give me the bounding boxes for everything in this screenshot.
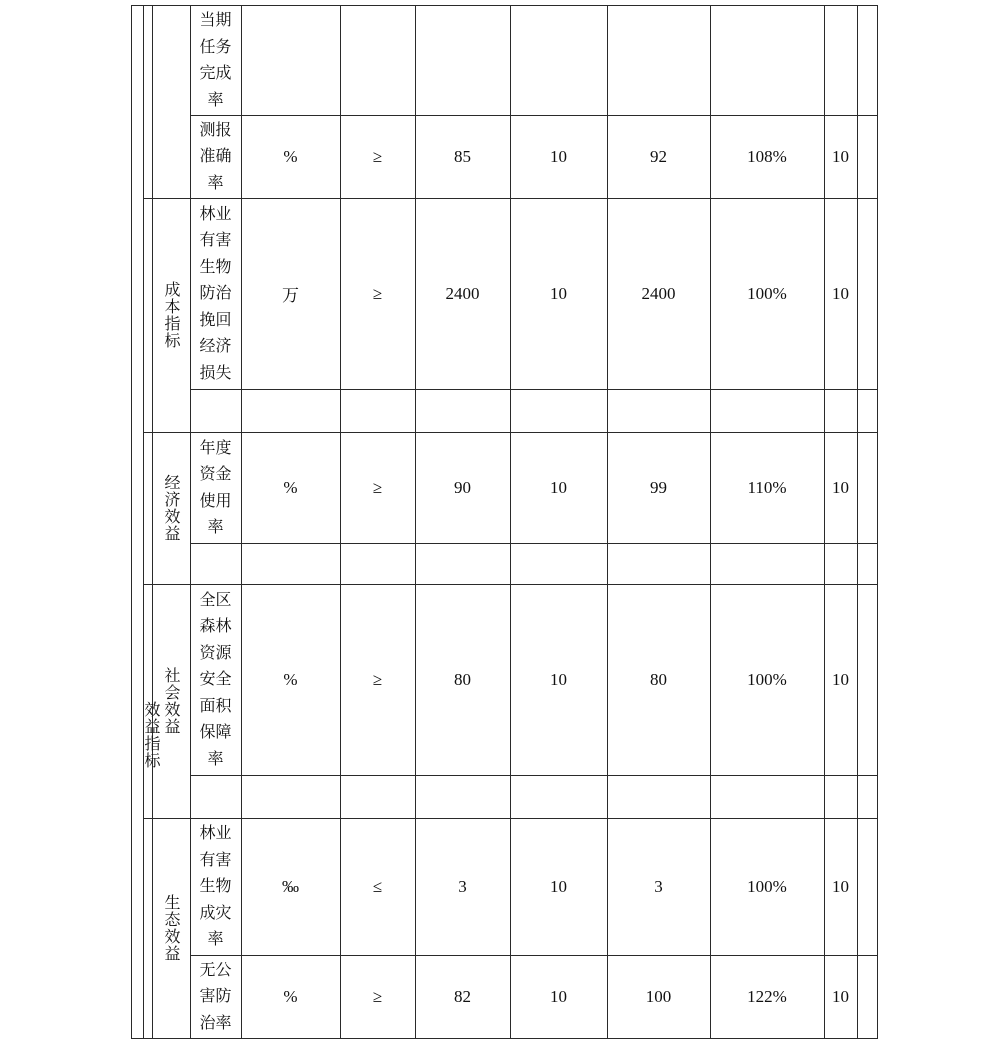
group-label: 生态效益 bbox=[162, 894, 181, 962]
indicator-name: 年度资金使用率 bbox=[199, 437, 232, 536]
indicator-name bbox=[195, 543, 236, 584]
cell-score: 10 bbox=[832, 477, 849, 497]
cell-target bbox=[415, 389, 510, 432]
cell-actual bbox=[607, 389, 710, 432]
cell-actual: 100 bbox=[645, 986, 672, 1006]
table-border-vertical bbox=[877, 5, 878, 1039]
cell-actual bbox=[607, 775, 710, 818]
cell-unit bbox=[241, 5, 340, 115]
cell-op bbox=[340, 543, 415, 584]
cell-actual: 2400 bbox=[641, 283, 676, 303]
cell-weight: 10 bbox=[550, 477, 567, 497]
cell-weight bbox=[510, 389, 607, 432]
indicator-name bbox=[195, 775, 236, 818]
cell-score bbox=[824, 543, 857, 584]
cell-rate bbox=[710, 543, 824, 584]
table-border-vertical bbox=[190, 5, 191, 1039]
cell-unit: ‰ bbox=[282, 876, 299, 896]
table-border-vertical bbox=[131, 5, 132, 1039]
group-label: 社会效益 bbox=[162, 667, 181, 735]
cell-actual bbox=[607, 5, 710, 115]
cell-score bbox=[824, 775, 857, 818]
cell-actual: 92 bbox=[650, 146, 667, 166]
cell-actual: 3 bbox=[654, 876, 663, 896]
cell-op: ≤ bbox=[372, 876, 383, 896]
cell-target: 2400 bbox=[445, 283, 480, 303]
cell-target: 82 bbox=[454, 986, 471, 1006]
cell-rate: 100% bbox=[747, 283, 787, 303]
cell-target: 85 bbox=[454, 146, 471, 166]
cell-actual: 80 bbox=[650, 669, 667, 689]
cell-unit bbox=[241, 389, 340, 432]
indicator-name: 无公害防治率 bbox=[199, 959, 232, 1032]
cell-unit: % bbox=[283, 477, 298, 497]
indicator-name bbox=[195, 389, 236, 432]
cell-weight: 10 bbox=[550, 876, 567, 896]
cell-rate bbox=[710, 5, 824, 115]
group-label: 成本指标 bbox=[162, 281, 181, 349]
cell-rate: 122% bbox=[747, 986, 787, 1006]
cell-weight: 10 bbox=[550, 669, 567, 689]
category-label: 效益指标 bbox=[142, 701, 161, 769]
indicator-name: 当期任务完成率 bbox=[199, 10, 232, 109]
cell-score: 10 bbox=[832, 283, 849, 303]
cell-weight bbox=[510, 543, 607, 584]
cell-actual: 99 bbox=[650, 477, 667, 497]
cell-weight bbox=[510, 775, 607, 818]
cell-op: ≥ bbox=[372, 986, 383, 1006]
indicator-name: 测报准确率 bbox=[199, 119, 232, 192]
cell-actual bbox=[607, 543, 710, 584]
indicator-name: 全区森林资源安全面积保障率 bbox=[199, 589, 232, 768]
cell-unit: % bbox=[283, 669, 298, 689]
cell-rate bbox=[710, 775, 824, 818]
cell-target bbox=[415, 775, 510, 818]
cell-score: 10 bbox=[832, 986, 849, 1006]
cell-op: ≥ bbox=[372, 146, 383, 166]
cell-score: 10 bbox=[832, 876, 849, 896]
cell-score bbox=[824, 5, 857, 115]
cell-unit: % bbox=[283, 146, 298, 166]
cell-score: 10 bbox=[832, 669, 849, 689]
cell-target bbox=[415, 543, 510, 584]
cell-weight: 10 bbox=[550, 283, 567, 303]
cell-unit bbox=[241, 543, 340, 584]
cell-rate: 100% bbox=[747, 876, 787, 896]
cell-target bbox=[415, 5, 510, 115]
table-border-horizontal bbox=[131, 1038, 878, 1039]
cell-unit: 万 bbox=[282, 286, 299, 305]
cell-weight: 10 bbox=[550, 146, 567, 166]
cell-unit: % bbox=[283, 986, 298, 1006]
cell-op: ≥ bbox=[372, 669, 383, 689]
cell-op bbox=[340, 389, 415, 432]
indicator-name: 林业有害生物成灾率 bbox=[199, 823, 232, 949]
group-label: 经济效益 bbox=[162, 474, 181, 542]
cell-op: ≥ bbox=[372, 477, 383, 497]
cell-op bbox=[340, 775, 415, 818]
table-border-vertical bbox=[857, 5, 858, 1039]
cell-unit bbox=[241, 775, 340, 818]
cell-target: 90 bbox=[454, 477, 471, 497]
indicator-name: 林业有害生物防治挽回经济损失 bbox=[199, 203, 232, 382]
cell-rate: 108% bbox=[747, 146, 787, 166]
cell-rate bbox=[710, 389, 824, 432]
cell-weight: 10 bbox=[550, 986, 567, 1006]
cell-rate: 100% bbox=[747, 669, 787, 689]
cell-score bbox=[824, 389, 857, 432]
cell-score: 10 bbox=[832, 146, 849, 166]
cell-target: 3 bbox=[458, 876, 467, 896]
cell-weight bbox=[510, 5, 607, 115]
cell-target: 80 bbox=[454, 669, 471, 689]
cell-op: ≥ bbox=[372, 283, 383, 303]
category-label-clip bbox=[142, 432, 161, 1038]
cell-rate: 110% bbox=[747, 477, 787, 497]
cell-op bbox=[340, 5, 415, 115]
